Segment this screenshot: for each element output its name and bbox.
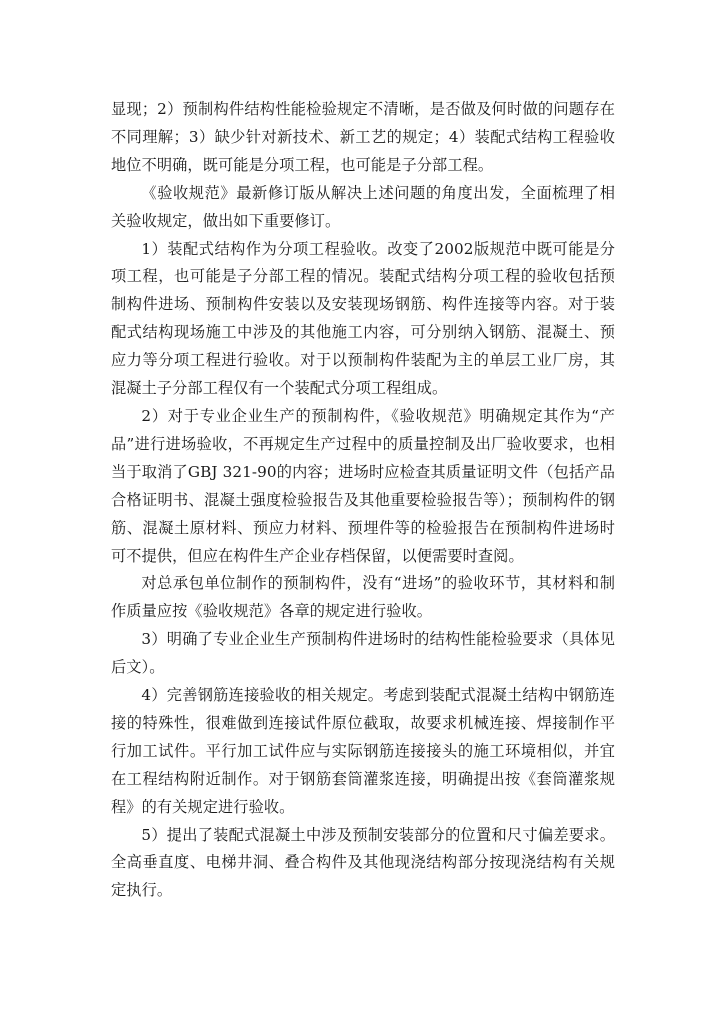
paragraph-5: 对总承包单位制作的预制构件，没有“进场”的验收环节，其材料和制作质量应按《验收规范》各章的规定进行验收。 bbox=[111, 574, 615, 621]
paragraph-4: 2）对于专业企业生产的预制构件，《验收规范》明确规定其作为“产品”进行进场验收，不再规定生产过程中的质量控制及出厂验收要求，也相当于取消了GBJ 321-90的内容；进场时应检查其质量证明文件（包括产品合格证明书、混凝土强度检验报告及其他重要检验报告等）；预制构件的钢筋、混凝土原材料、预应力材料、预埋件等的检验报告在预制构件进场时可不提供，但应在构件生产企业存档保留，以便需要时查阅。 bbox=[111, 406, 615, 565]
paragraph-7: 4）完善钢筋连接验收的相关规定。考虑到装配式混凝土结构中钢筋连接的特殊性，很难做到连接试件原位截取，故要求机械连接、焊接制作平行加工试件。平行加工试件应与实际钢筋连接接头的施工环境相似，并宜在工程结构附近制作。对于钢筋套筒灌浆连接，明确提出按《套筒灌浆规程》的有关规定进行验收。 bbox=[111, 686, 615, 816]
paragraph-1: 显现；2）预制构件结构性能检验规定不清晰，是否做及何时做的问题存在不同理解；3）缺少针对新技术、新工艺的规定；4）装配式结构工程验收地位不明确，既可能是分项工程，也可能是子分部工程。 bbox=[111, 100, 615, 174]
paragraph-8: 5）提出了装配式混凝土中涉及预制安装部分的位置和尺寸偏差要求。全高垂直度、电梯井洞、叠合构件及其他现浇结构部分按现浇结构有关规定执行。 bbox=[111, 825, 615, 900]
paragraph-6: 3）明确了专业企业生产预制构件进场时的结构性能检验要求（具体见后文）。 bbox=[111, 630, 615, 677]
body-text bbox=[111, 96, 615, 905]
paragraph-3: 1）装配式结构作为分项工程验收。改变了2002版规范中既可能是分项工程，也可能是子分部工程的情况。装配式结构分项工程的验收包括预制构件进场、预制构件安装以及安装现场钢筋、构件连接等内容。对于装配式结构现场施工中涉及的其他施工内容，可分别纳入钢筋、混凝土、预应力等分项工程进行验收。对于以预制构件装配为主的单层工业厂房，其混凝土子分部工程仅有一个装配式分项工程组成。 bbox=[111, 239, 615, 398]
paragraph-2: 《验收规范》最新修订版从解决上述问题的角度出发，全面梳理了相关验收规定，做出如下重要修订。 bbox=[111, 183, 615, 230]
